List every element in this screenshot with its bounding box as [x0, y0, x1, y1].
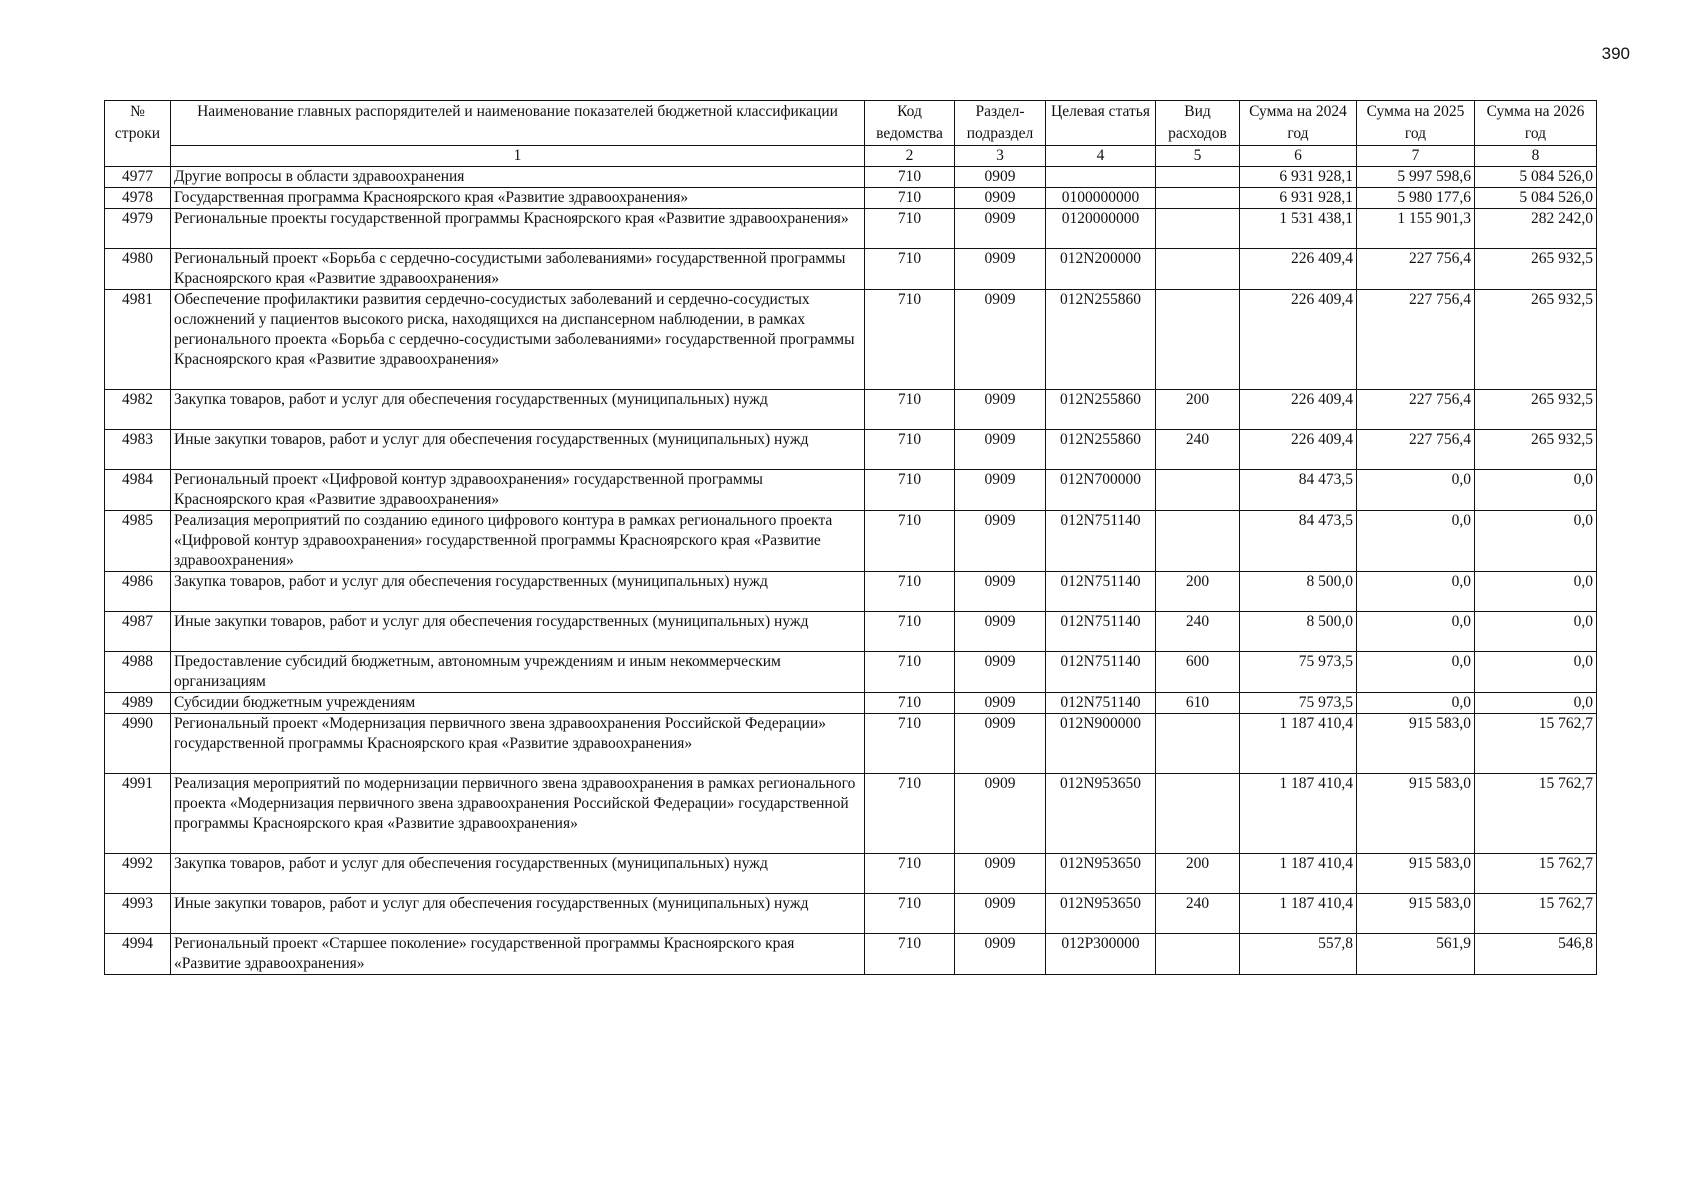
- row-sum-2024: 226 409,4: [1240, 249, 1357, 290]
- row-name: Государственная программа Красноярского края «Развитие здравоохранения»: [171, 188, 865, 209]
- row-razdel: 0909: [955, 854, 1046, 894]
- row-sum-2024: 1 187 410,4: [1240, 854, 1357, 894]
- row-sum-2026: 282 242,0: [1475, 209, 1597, 249]
- row-ved-code: 710: [865, 774, 955, 854]
- row-sum-2025: 0,0: [1357, 470, 1475, 511]
- row-number: 4993: [105, 894, 171, 934]
- row-vid: [1156, 249, 1240, 290]
- table-row: [105, 209, 1597, 249]
- row-sum-2024: 557,8: [1240, 934, 1357, 975]
- header-row-number: № строки: [105, 101, 171, 167]
- row-sum-2025: 227 756,4: [1357, 390, 1475, 430]
- row-sum-2026: 5 084 526,0: [1475, 167, 1597, 188]
- row-sum-2025: 227 756,4: [1357, 430, 1475, 470]
- row-razdel: 0909: [955, 430, 1046, 470]
- header-vid: Вид расходов: [1156, 101, 1240, 146]
- row-number: 4982: [105, 390, 171, 430]
- row-number: 4981: [105, 290, 171, 390]
- row-razdel: 0909: [955, 390, 1046, 430]
- row-razdel: 0909: [955, 188, 1046, 209]
- row-sum-2026: 0,0: [1475, 693, 1597, 714]
- row-tselevaya: 012N255860: [1046, 290, 1156, 390]
- table-row: [105, 572, 1597, 612]
- row-tselevaya: 012N900000: [1046, 714, 1156, 774]
- row-name: Иные закупки товаров, работ и услуг для обеспечения государственных (муниципальных) нужд: [171, 894, 865, 934]
- row-name: Обеспечение профилактики развития сердечно-сосудистых заболеваний и сердечно-сосудистых осложнений у пациентов высокого риска, находящихся на диспансерном наблюдении, в рамках регионального проекта «Борьба с сердечно-сосудистыми заболеваниями» государственной программы Красноярского края «Развитие здравоохранения»: [171, 290, 865, 390]
- row-vid: [1156, 774, 1240, 854]
- row-ved-code: 710: [865, 209, 955, 249]
- column-number: 8: [1475, 146, 1597, 167]
- row-tselevaya: [1046, 167, 1156, 188]
- header-sum-2026: Сумма на 2026 год: [1475, 101, 1597, 146]
- header-ved: Код ведомства: [865, 101, 955, 146]
- row-sum-2025: 561,9: [1357, 934, 1475, 975]
- row-vid: [1156, 934, 1240, 975]
- row-tselevaya: 012N751140: [1046, 693, 1156, 714]
- row-vid: [1156, 511, 1240, 572]
- row-sum-2026: 5 084 526,0: [1475, 188, 1597, 209]
- row-vid: [1156, 209, 1240, 249]
- row-name: Иные закупки товаров, работ и услуг для обеспечения государственных (муниципальных) нужд: [171, 430, 865, 470]
- column-number: 7: [1357, 146, 1475, 167]
- row-name: Региональный проект «Модернизация первичного звена здравоохранения Российской Федерации» государственной программы Красноярского края «Развитие здравоохранения»: [171, 714, 865, 774]
- row-sum-2026: 15 762,7: [1475, 774, 1597, 854]
- table-body: [105, 167, 1597, 975]
- row-sum-2024: 1 187 410,4: [1240, 774, 1357, 854]
- header-razdel: Раздел-подраздел: [955, 101, 1046, 146]
- row-sum-2025: 915 583,0: [1357, 854, 1475, 894]
- row-sum-2024: 226 409,4: [1240, 430, 1357, 470]
- table-row: [105, 290, 1597, 390]
- row-tselevaya: 012N953650: [1046, 774, 1156, 854]
- row-name: Реализация мероприятий по созданию единого цифрового контура в рамках регионального проекта «Цифровой контур здравоохранения» государственной программы Красноярского края «Развитие здравоохранения»: [171, 511, 865, 572]
- row-sum-2024: 75 973,5: [1240, 652, 1357, 693]
- table-row: [105, 612, 1597, 652]
- row-number: 4978: [105, 188, 171, 209]
- row-sum-2025: 227 756,4: [1357, 249, 1475, 290]
- row-number: 4979: [105, 209, 171, 249]
- row-vid: [1156, 167, 1240, 188]
- row-tselevaya: 012N751140: [1046, 612, 1156, 652]
- row-name: Реализация мероприятий по модернизации первичного звена здравоохранения в рамках регионального проекта «Модернизация первичного звена здравоохранения Российской Федерации» государственной программы Красноярского края «Развитие здравоохранения»: [171, 774, 865, 854]
- row-razdel: 0909: [955, 470, 1046, 511]
- column-number: 3: [955, 146, 1046, 167]
- row-razdel: 0909: [955, 612, 1046, 652]
- row-ved-code: 710: [865, 188, 955, 209]
- row-ved-code: 710: [865, 430, 955, 470]
- column-number: 2: [865, 146, 955, 167]
- row-tselevaya: 012N953650: [1046, 854, 1156, 894]
- row-ved-code: 710: [865, 894, 955, 934]
- row-vid: 240: [1156, 430, 1240, 470]
- row-sum-2024: 8 500,0: [1240, 612, 1357, 652]
- row-sum-2024: 6 931 928,1: [1240, 188, 1357, 209]
- row-sum-2024: 84 473,5: [1240, 470, 1357, 511]
- row-number: 4985: [105, 511, 171, 572]
- row-razdel: 0909: [955, 511, 1046, 572]
- table-row: [105, 894, 1597, 934]
- row-sum-2025: 915 583,0: [1357, 774, 1475, 854]
- row-razdel: 0909: [955, 209, 1046, 249]
- row-vid: 610: [1156, 693, 1240, 714]
- row-tselevaya: 012N255860: [1046, 430, 1156, 470]
- row-razdel: 0909: [955, 167, 1046, 188]
- row-name: Предоставление субсидий бюджетным, автономным учреждениям и иным некоммерческим организациям: [171, 652, 865, 693]
- row-tselevaya: 012N751140: [1046, 652, 1156, 693]
- row-vid: 200: [1156, 854, 1240, 894]
- row-sum-2024: 8 500,0: [1240, 572, 1357, 612]
- row-vid: [1156, 188, 1240, 209]
- row-razdel: 0909: [955, 894, 1046, 934]
- row-sum-2024: 84 473,5: [1240, 511, 1357, 572]
- row-sum-2025: 0,0: [1357, 572, 1475, 612]
- row-ved-code: 710: [865, 470, 955, 511]
- table-row: [105, 167, 1597, 188]
- row-number: 4987: [105, 612, 171, 652]
- row-name: Закупка товаров, работ и услуг для обеспечения государственных (муниципальных) нужд: [171, 390, 865, 430]
- row-tselevaya: 012N751140: [1046, 572, 1156, 612]
- row-name: Иные закупки товаров, работ и услуг для обеспечения государственных (муниципальных) нужд: [171, 612, 865, 652]
- row-name: Региональные проекты государственной программы Красноярского края «Развитие здравоохранения»: [171, 209, 865, 249]
- row-sum-2024: 226 409,4: [1240, 390, 1357, 430]
- row-sum-2024: 6 931 928,1: [1240, 167, 1357, 188]
- table-row: [105, 511, 1597, 572]
- column-number: 4: [1046, 146, 1156, 167]
- row-name: Другие вопросы в области здравоохранения: [171, 167, 865, 188]
- table-row: [105, 652, 1597, 693]
- row-tselevaya: 012N751140: [1046, 511, 1156, 572]
- table-row: [105, 249, 1597, 290]
- row-sum-2026: 0,0: [1475, 612, 1597, 652]
- table-row: [105, 188, 1597, 209]
- row-tselevaya: 012N953650: [1046, 894, 1156, 934]
- row-sum-2024: 75 973,5: [1240, 693, 1357, 714]
- row-sum-2024: 226 409,4: [1240, 290, 1357, 390]
- row-sum-2025: 915 583,0: [1357, 714, 1475, 774]
- row-sum-2026: 265 932,5: [1475, 290, 1597, 390]
- row-razdel: 0909: [955, 572, 1046, 612]
- row-name: Региональный проект «Цифровой контур здравоохранения» государственной программы Красноярского края «Развитие здравоохранения»: [171, 470, 865, 511]
- row-ved-code: 710: [865, 714, 955, 774]
- row-sum-2026: 0,0: [1475, 470, 1597, 511]
- table-row: [105, 430, 1597, 470]
- row-razdel: 0909: [955, 714, 1046, 774]
- row-number: 4977: [105, 167, 171, 188]
- header-name: Наименование главных распорядителей и наименование показателей бюджетной классификации: [171, 101, 865, 146]
- header-sum-2024: Сумма на 2024 год: [1240, 101, 1357, 146]
- row-sum-2026: 0,0: [1475, 511, 1597, 572]
- row-sum-2026: 15 762,7: [1475, 894, 1597, 934]
- row-vid: 240: [1156, 894, 1240, 934]
- row-razdel: 0909: [955, 249, 1046, 290]
- row-vid: 240: [1156, 612, 1240, 652]
- row-sum-2026: 15 762,7: [1475, 854, 1597, 894]
- row-sum-2026: 15 762,7: [1475, 714, 1597, 774]
- row-ved-code: 710: [865, 290, 955, 390]
- row-sum-2026: 0,0: [1475, 652, 1597, 693]
- row-razdel: 0909: [955, 693, 1046, 714]
- table-row: [105, 390, 1597, 430]
- row-ved-code: 710: [865, 249, 955, 290]
- row-tselevaya: 0100000000: [1046, 188, 1156, 209]
- row-sum-2025: 915 583,0: [1357, 894, 1475, 934]
- row-vid: [1156, 470, 1240, 511]
- row-name: Закупка товаров, работ и услуг для обеспечения государственных (муниципальных) нужд: [171, 572, 865, 612]
- row-ved-code: 710: [865, 693, 955, 714]
- table-row: [105, 854, 1597, 894]
- row-number: 4984: [105, 470, 171, 511]
- row-vid: 200: [1156, 390, 1240, 430]
- row-razdel: 0909: [955, 774, 1046, 854]
- row-ved-code: 710: [865, 167, 955, 188]
- table-row: [105, 693, 1597, 714]
- row-number: 4986: [105, 572, 171, 612]
- row-vid: [1156, 714, 1240, 774]
- header-sum-2025: Сумма на 2025 год: [1357, 101, 1475, 146]
- row-sum-2025: 0,0: [1357, 652, 1475, 693]
- row-sum-2024: 1 187 410,4: [1240, 714, 1357, 774]
- row-number: 4994: [105, 934, 171, 975]
- row-ved-code: 710: [865, 854, 955, 894]
- row-name: Региональный проект «Борьба с сердечно-сосудистыми заболеваниями» государственной программы Красноярского края «Развитие здравоохранения»: [171, 249, 865, 290]
- row-sum-2024: 1 187 410,4: [1240, 894, 1357, 934]
- column-number: 6: [1240, 146, 1357, 167]
- row-razdel: 0909: [955, 934, 1046, 975]
- row-sum-2026: 265 932,5: [1475, 390, 1597, 430]
- row-tselevaya: 012N255860: [1046, 390, 1156, 430]
- row-sum-2025: 5 997 598,6: [1357, 167, 1475, 188]
- column-number-row: [105, 146, 1597, 167]
- row-number: 4991: [105, 774, 171, 854]
- row-number: 4980: [105, 249, 171, 290]
- row-sum-2026: 546,8: [1475, 934, 1597, 975]
- table-row: [105, 774, 1597, 854]
- row-number: 4992: [105, 854, 171, 894]
- row-number: 4983: [105, 430, 171, 470]
- row-tselevaya: 012N200000: [1046, 249, 1156, 290]
- row-sum-2026: 265 932,5: [1475, 249, 1597, 290]
- row-sum-2025: 5 980 177,6: [1357, 188, 1475, 209]
- row-ved-code: 710: [865, 572, 955, 612]
- header-tselevaya: Целевая статья: [1046, 101, 1156, 146]
- page-number: 390: [1601, 44, 1630, 63]
- row-ved-code: 710: [865, 612, 955, 652]
- column-number: 1: [171, 146, 865, 167]
- row-ved-code: 710: [865, 511, 955, 572]
- table-row: [105, 470, 1597, 511]
- row-ved-code: 710: [865, 390, 955, 430]
- row-sum-2025: 227 756,4: [1357, 290, 1475, 390]
- row-number: 4990: [105, 714, 171, 774]
- row-name: Региональный проект «Старшее поколение» государственной программы Красноярского края «Развитие здравоохранения»: [171, 934, 865, 975]
- row-tselevaya: 012P300000: [1046, 934, 1156, 975]
- row-vid: 200: [1156, 572, 1240, 612]
- row-ved-code: 710: [865, 652, 955, 693]
- row-sum-2025: 0,0: [1357, 693, 1475, 714]
- row-number: 4988: [105, 652, 171, 693]
- row-sum-2026: 265 932,5: [1475, 430, 1597, 470]
- row-sum-2025: 0,0: [1357, 511, 1475, 572]
- row-ved-code: 710: [865, 934, 955, 975]
- row-name: Субсидии бюджетным учреждениям: [171, 693, 865, 714]
- row-razdel: 0909: [955, 652, 1046, 693]
- row-sum-2025: 1 155 901,3: [1357, 209, 1475, 249]
- table-row: [105, 714, 1597, 774]
- row-sum-2026: 0,0: [1475, 572, 1597, 612]
- row-number: 4989: [105, 693, 171, 714]
- table-row: [105, 934, 1597, 975]
- row-sum-2025: 0,0: [1357, 612, 1475, 652]
- row-razdel: 0909: [955, 290, 1046, 390]
- row-tselevaya: 012N700000: [1046, 470, 1156, 511]
- row-tselevaya: 0120000000: [1046, 209, 1156, 249]
- row-vid: 600: [1156, 652, 1240, 693]
- row-vid: [1156, 290, 1240, 390]
- row-sum-2024: 1 531 438,1: [1240, 209, 1357, 249]
- budget-table: [104, 100, 1597, 975]
- column-number: 5: [1156, 146, 1240, 167]
- row-name: Закупка товаров, работ и услуг для обеспечения государственных (муниципальных) нужд: [171, 854, 865, 894]
